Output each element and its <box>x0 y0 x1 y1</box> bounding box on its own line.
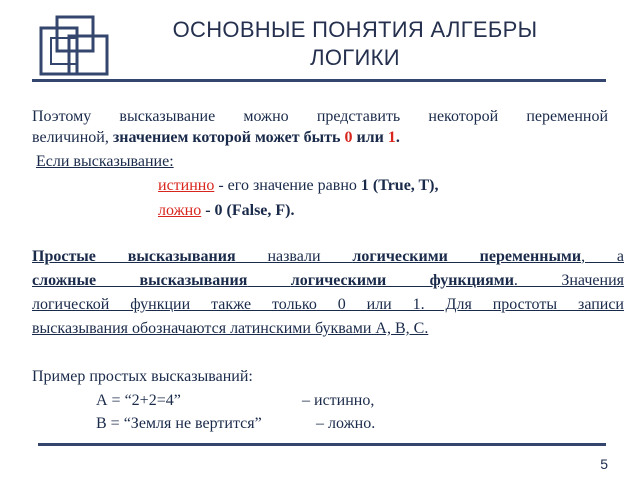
page-number: 5 <box>600 456 608 472</box>
logo-squares-icon <box>38 14 114 78</box>
page-title <box>120 16 590 72</box>
intro-line-2: величиной, значением которой может быть 0 или 1. <box>32 129 400 146</box>
title-line-2: ЛОГИКИ <box>310 45 400 70</box>
example-b-expression: В = “Земля не вертится” <box>96 415 262 432</box>
value-one: 1 <box>387 129 396 146</box>
example-a-result: – истинно, <box>302 392 375 409</box>
example-b-result: – ложно. <box>316 415 376 432</box>
definition-line-1: Простые высказывания назвали логическими переменными, а <box>32 248 625 265</box>
definition-line-3: логической функции также только 0 или 1. Для простоты записи <box>32 296 624 313</box>
examples-heading: Пример простых высказываний: <box>32 368 253 385</box>
example-a-expression: А = “2+2=4” <box>96 392 181 409</box>
top-divider <box>32 79 606 82</box>
intro-line-1: Поэтому высказывание можно представить некоторой переменной <box>32 108 608 125</box>
false-word: ложно <box>158 202 202 219</box>
if-statement-label: Если высказывание: <box>36 153 174 170</box>
true-word: истинно <box>158 177 215 194</box>
true-line: истинно - его значение равно 1 (True, T), <box>158 177 439 194</box>
title-line-1: ОСНОВНЫЕ ПОНЯТИЯ АЛГЕБРЫ <box>172 17 538 42</box>
definition-line-2: сложные высказывания логическими функциями. Значения <box>32 272 624 289</box>
bottom-divider <box>38 443 606 446</box>
false-line: ложно - 0 (False, F). <box>158 202 295 219</box>
definition-line-4: высказывания обозначаются латинскими буквами А, В, С. <box>32 320 429 337</box>
value-zero: 0 <box>344 129 353 146</box>
